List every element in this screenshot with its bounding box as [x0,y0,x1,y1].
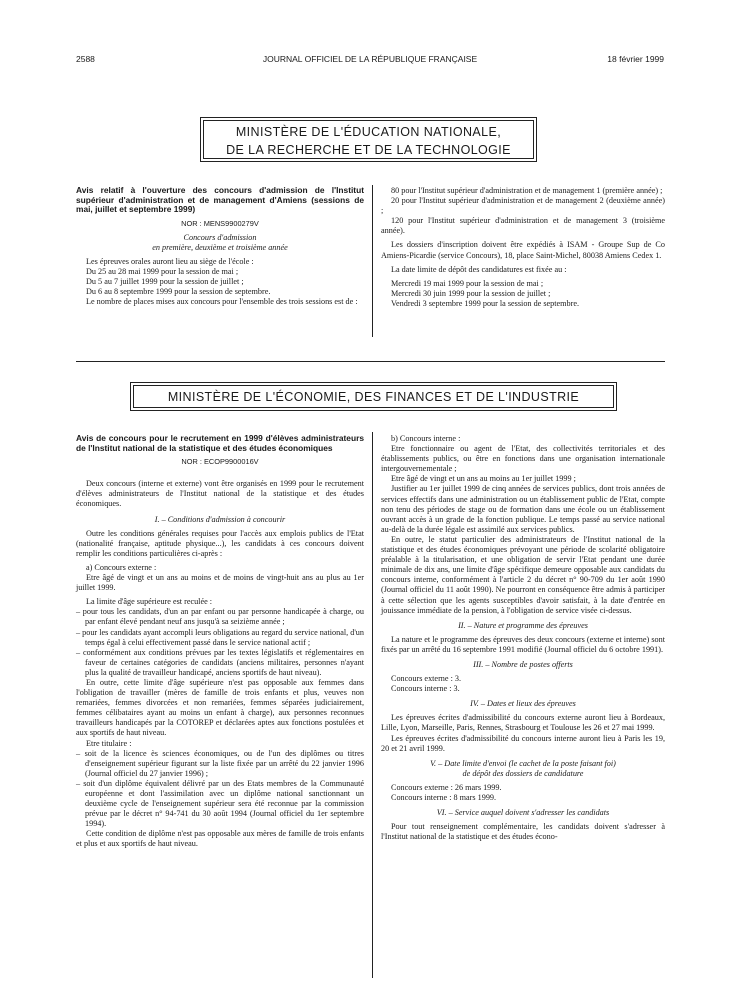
section-heading: VI. – Service auquel doivent s'adresser les candidats [436,808,610,818]
avis1-paragraph: Du 25 au 28 mai 1999 pour la session de mai ; [86,267,239,277]
avis1-paragraph: Du 5 au 7 juillet 1999 pour la session de juillet ; [86,277,244,287]
ministry-heading-line2: DE LA RECHERCHE ET DE LA TECHNOLOGIE [226,143,511,157]
avis2-paragraph: Pour tout renseignement complémentaire, les candidats doivent s'adresser à l'Institut national de la statistique et des études écono- [381,822,665,842]
avis2-nor: NOR : ECOP9900016V [181,457,259,467]
ministry-heading-line1: MINISTÈRE DE L'ÉDUCATION NATIONALE, [235,125,502,139]
avis2-paragraph: Justifier au 1er juillet 1999 de cinq années de services publics, dont trois années de services effectifs dans une administration ou un établissement public de l'Etat, compte non tenu des périodes de stage ou de formation dans une école ou un établissement ouvrant accès à un grade de la fonction publique. Le temps passé au service national au-delà de la durée légale est assimilé aux services publics. [381,484,665,534]
avis1-nor-text: NOR : MENS9900279V [181,218,259,228]
avis2-paragraph: Etre fonctionnaire ou agent de l'Etat, des collectivités territoriales et des établissements publics, ou être en fonctions dans une organisation internationale intergouvernementale ; [381,444,665,474]
avis2-paragraph: La nature et le programme des épreuves des deux concours (externe et interne) sont fixés par un arrêté du 16 septembre 1991 modifié (Journal officiel du 6 octobre 1991). [381,634,665,654]
avis2-paragraph: a) Concours externe : [86,562,157,572]
avis2-paragraph: b) Concours interne : [391,434,461,443]
avis2-paragraph: Les épreuves écrites d'admissibilité du concours externe auront lieu à Bordeaux, Lille, Lyon, Marseille, Paris, Rennes, Strasbourg et Toulouse les 26 et 27 mai 1999. [381,713,665,733]
avis2-paragraph: Concours externe : 26 mars 1999. [391,782,502,792]
ministry-heading-line1: MINISTÈRE DE L'ÉCONOMIE, DES FINANCES ET DE L'INDUSTRIE [167,390,580,404]
avis1-paragraph: 120 pour l'Institut supérieur d'administration et de management 3 (troisième année). [381,216,665,236]
section-heading-continued: de dépôt des dossiers de candidature [462,768,584,778]
page-header [76,54,664,68]
column-divider [372,432,373,978]
section-heading: V. – Date limite d'envoi (le cachet de la poste faisant foi) [430,758,616,768]
section-heading: II. – Nature et programme des épreuves [458,620,588,630]
page-number: 2588 [76,54,95,64]
avis1-paragraph: 20 pour l'Institut supérieur d'administration et de management 2 (deuxième année) ; [381,196,665,216]
avis2-paragraph: Concours externe : 3. [391,674,462,684]
journal-title: JOURNAL OFFICIEL DE LA RÉPUBLIQUE FRANÇAISE [262,54,478,64]
list-item: – conformément aux conditions prévues par les textes législatifs et réglementaires en faveur de certaines catégories de candidats (anciens militaires, personnes n'ayant plus la qualité de travailleur handicapé, anciens sportifs de haut niveau). [76,647,364,677]
avis2-paragraph: Etre titulaire : [86,738,132,748]
section-rule [76,361,665,362]
avis1-subtitle2: en première, deuxième et troisième année [152,242,288,252]
avis2-paragraph: En outre, cette limite d'âge supérieure n'est pas opposable aux femmes dans l'obligation de travailler (mères de famille de trois enfants et plus, veuves non remariées, femmes divorcées et non remariées, femmes séparées judiciairement, femmes célibataires ayant au moins un enfant à charge), aux personnes reconnues travailleurs handicapés par la COTOREP et déclarées aptes aux fonctions postulées et aux sportifs de haut niveau. [76,677,364,738]
list-item: – pour tous les candidats, d'un an par enfant ou par personne handicapée à charge, ou par enfant élevé pendant neuf ans jusqu'à sa seizième année ; [76,607,364,627]
avis1-paragraph: Mercredi 19 mai 1999 pour la session de mai ; [391,278,544,288]
avis1-paragraph: Mercredi 30 juin 1999 pour la session de juillet ; [391,288,551,298]
avis2-paragraph: Outre les conditions générales requises pour l'accès aux emplois publics de l'Etat (nationalité française, aptitude physique...), les candidats à ces concours doivent remplir les conditions particulières ci-après : [76,528,364,558]
avis2-paragraph: Etre âgé de vingt et un ans au moins au 1er juillet 1999 ; [391,474,576,484]
list-item: – soit d'un diplôme équivalent délivré par un des Etats membres de la Communauté européenne et dont l'assimilation avec un diplôme national sanctionnant un deuxième cycle de l'enseignement supérieur sera été reconnue par la commission prévue par le décret n° 94-741 du 30 août 1994 (Journal officiel du 1er septembre 1994). [76,778,364,829]
avis2-paragraph: La limite d'âge supérieure est reculée : [86,597,213,607]
section-heading: I. – Conditions d'admission à concourir [154,514,286,524]
avis2-paragraph: En outre, le statut particulier des administrateurs de l'Institut national de la statistique et des études économiques prévoyant une période de scolarité obligatoire préalable à la titularisation, et une obligation de servir l'Etat pendant une durée minimale de dix ans, une limite d'âge spécifique demeure opposable aux candidats du concours interne, conformément à l'article 2 du décret n° 90-709 du 1er août 1990 (Journal officiel du 11 août 1990). Ne pourront en conséquence être admis à participer à cette sélection que les agents susceptibles d'avoir satisfait, à la date d'entrée en jouissance immédiate de la pension, à l'obligation de service visée ci-dessus. [381,534,665,615]
avis1-paragraph: 80 pour l'Institut supérieur d'administration et de management 1 (première année) ; [391,186,663,195]
issue-date: 18 février 1999 [607,54,664,64]
avis2-paragraph: Concours interne : 3. [391,684,460,694]
section-heading: III. – Nombre de postes offerts [473,659,573,669]
avis2-paragraph: Les épreuves écrites d'admissibilité du concours interne auront lieu à Paris les 19, 20 et 21 avril 1999. [381,733,665,753]
avis1-paragraph: Les épreuves orales auront lieu au siège de l'école : [86,257,254,267]
avis1-left-column [76,186,364,308]
avis2-left-column [76,434,364,850]
avis2-paragraph: Concours interne : 8 mars 1999. [391,793,497,802]
section-heading: IV. – Dates et lieux des épreuves [470,699,576,709]
ministry-heading-economie [130,382,617,411]
avis1-title: Avis relatif à l'ouverture des concours d'admission de l'Institut supérieur d'administration et de management d'Amiens (sessions de mai, juillet et septembre 1999) [76,185,364,215]
avis2-right-column [381,434,665,842]
column-divider [372,185,373,337]
avis1-subtitle1: Concours d'admission [183,232,257,242]
ministry-heading-education [200,117,537,162]
avis1-paragraph: Vendredi 3 septembre 1999 pour la session de septembre. [391,298,580,308]
list-item: – pour les candidats ayant accompli leurs obligations au regard du service national, d'un temps égal à celui effectivement passé dans le service national actif ; [76,627,364,647]
avis1-paragraph: Les dossiers d'inscription doivent être expédiés à ISAM - Groupe Sup de Co Amiens-Picardie (service Concours), 18, place Saint-Michel, 80038 Amiens Cedex 1. [381,240,665,260]
avis2-paragraph: Deux concours (interne et externe) vont être organisés en 1999 pour le recrutement d'élèves administrateurs de l'Institut national de la statistique et des études économiques. [76,479,364,509]
avis2-title: Avis de concours pour le recrutement en 1999 d'élèves administrateurs de l'Institut national de la statistique et des études économiques [76,433,364,453]
avis1-nor [76,219,364,229]
avis2-paragraph: Etre âgé de vingt et un ans au moins et de moins de vingt-huit ans au plus au 1er juillet 1999. [76,573,364,593]
avis2-paragraph: Cette condition de diplôme n'est pas opposable aux mères de famille de trois enfants et plus et aux sportifs de haut niveau. [76,829,364,849]
list-item: – soit de la licence ès sciences économiques, ou de l'un des diplômes ou titres d'enseignement supérieur figurant sur la liste fixée par un arrêté du 22 janvier 1996 (Journal officiel du 27 janvier 1996) ; [76,748,364,778]
avis1-paragraph: Du 6 au 8 septembre 1999 pour la session de septembre. [86,287,271,297]
avis1-right-column [381,186,665,309]
avis1-paragraph: La date limite de dépôt des candidatures est fixée au : [391,264,567,274]
avis1-paragraph: Le nombre de places mises aux concours pour l'ensemble des trois sessions est de : [86,297,358,307]
